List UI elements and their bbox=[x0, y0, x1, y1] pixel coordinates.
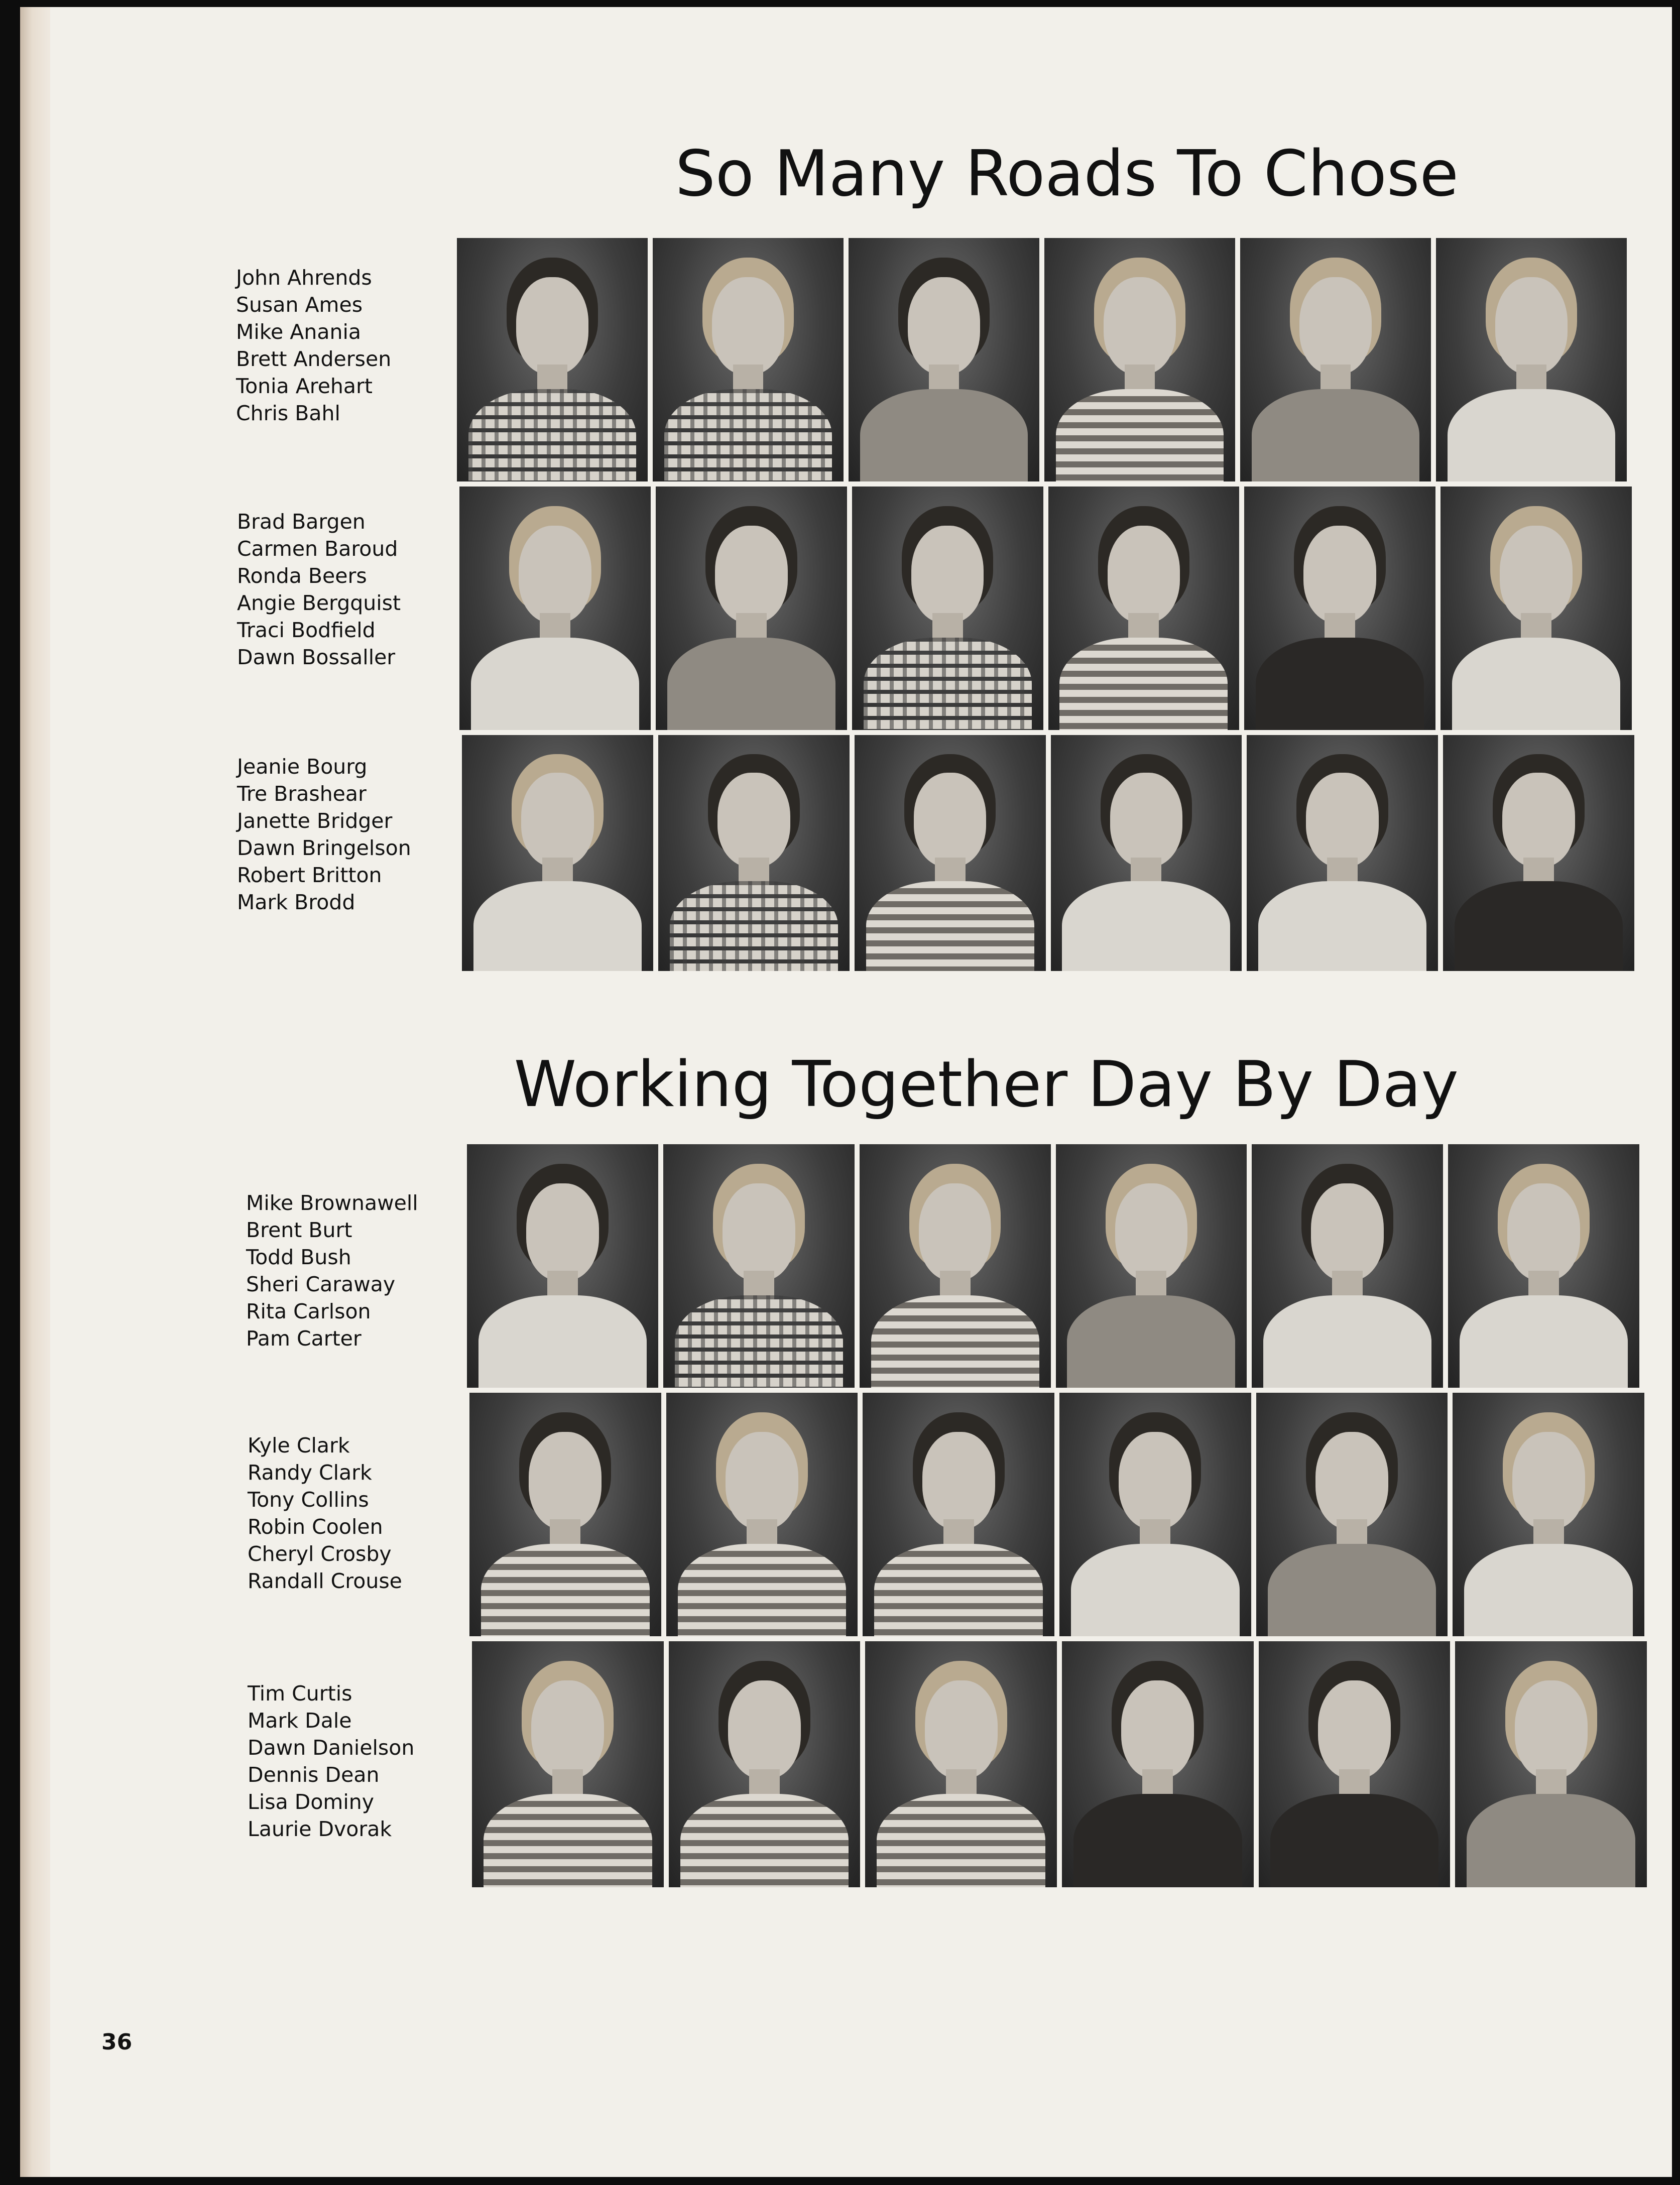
name-list bbox=[248, 1432, 402, 1595]
student-portrait bbox=[1436, 238, 1627, 481]
student-name: Carmen Baroud bbox=[237, 537, 398, 561]
student-portrait bbox=[663, 1144, 855, 1388]
portrait-row bbox=[462, 735, 1634, 971]
student-portrait bbox=[1448, 1144, 1639, 1388]
student-portrait bbox=[457, 238, 648, 481]
student-portrait bbox=[852, 487, 1043, 730]
student-portrait bbox=[1240, 238, 1431, 481]
student-name: Mike Anania bbox=[236, 320, 361, 344]
student-portrait bbox=[1441, 487, 1632, 730]
student-portrait bbox=[666, 1393, 858, 1636]
student-name: Angie Bergquist bbox=[237, 591, 401, 615]
student-portrait bbox=[656, 487, 847, 730]
portrait-row bbox=[472, 1641, 1647, 1887]
student-name: Robert Britton bbox=[237, 863, 382, 887]
student-portrait bbox=[1051, 735, 1242, 971]
student-portrait bbox=[849, 238, 1039, 481]
student-name: Brent Burt bbox=[246, 1218, 352, 1242]
student-name: Dawn Bringelson bbox=[237, 836, 411, 860]
student-portrait bbox=[1044, 238, 1235, 481]
student-name: Randall Crouse bbox=[248, 1569, 402, 1593]
student-portrait bbox=[469, 1393, 661, 1636]
student-portrait bbox=[1443, 735, 1634, 971]
name-list bbox=[248, 1680, 414, 1843]
portrait-row bbox=[469, 1393, 1644, 1636]
student-name: Dennis Dean bbox=[248, 1763, 380, 1787]
page-spine bbox=[20, 7, 50, 2177]
student-name: Tonia Arehart bbox=[236, 374, 373, 398]
yearbook-page bbox=[20, 7, 1672, 2177]
student-name: Tim Curtis bbox=[248, 1681, 352, 1706]
name-list bbox=[236, 264, 391, 427]
student-name: Lisa Dominy bbox=[248, 1790, 374, 1814]
student-name: Rita Carlson bbox=[246, 1299, 371, 1323]
student-name: Tony Collins bbox=[248, 1488, 369, 1512]
student-name: Mike Brownawell bbox=[246, 1191, 418, 1215]
name-list bbox=[237, 508, 401, 671]
student-name: Dawn Bossaller bbox=[237, 645, 396, 669]
student-name: Mark Dale bbox=[248, 1709, 352, 1733]
student-name: Pam Carter bbox=[246, 1326, 362, 1351]
page-number: 36 bbox=[101, 2029, 133, 2055]
student-name: Cheryl Crosby bbox=[248, 1542, 392, 1566]
student-name: Susan Ames bbox=[236, 293, 363, 317]
student-portrait bbox=[865, 1641, 1057, 1887]
student-name: John Ahrends bbox=[236, 266, 372, 290]
student-portrait bbox=[855, 735, 1046, 971]
student-portrait bbox=[1247, 735, 1438, 971]
student-portrait bbox=[462, 735, 653, 971]
name-list bbox=[246, 1189, 418, 1352]
student-portrait bbox=[658, 735, 850, 971]
student-name: Todd Bush bbox=[246, 1245, 351, 1269]
student-portrait bbox=[1048, 487, 1240, 730]
student-portrait bbox=[860, 1144, 1051, 1388]
portrait-row bbox=[459, 487, 1632, 730]
student-name: Dawn Danielson bbox=[248, 1736, 415, 1760]
student-name: Kyle Clark bbox=[248, 1433, 350, 1458]
student-portrait bbox=[669, 1641, 861, 1887]
student-portrait bbox=[863, 1393, 1054, 1636]
student-portrait bbox=[1256, 1393, 1448, 1636]
name-list bbox=[237, 753, 411, 916]
student-portrait bbox=[1259, 1641, 1451, 1887]
student-portrait bbox=[459, 487, 651, 730]
student-name: Randy Clark bbox=[248, 1461, 372, 1485]
student-name: Chris Bahl bbox=[236, 401, 340, 425]
student-name: Brad Bargen bbox=[237, 510, 366, 534]
student-portrait bbox=[1455, 1641, 1647, 1887]
student-name: Traci Bodfield bbox=[237, 618, 376, 642]
student-portrait bbox=[1252, 1144, 1443, 1388]
student-name: Brett Andersen bbox=[236, 347, 392, 371]
student-portrait bbox=[472, 1641, 664, 1887]
student-name: Janette Bridger bbox=[237, 809, 393, 833]
section-heading-2: Working Together Day By Day bbox=[514, 1047, 1459, 1121]
student-portrait bbox=[467, 1144, 658, 1388]
student-portrait bbox=[1244, 487, 1435, 730]
student-portrait bbox=[653, 238, 844, 481]
section-heading-1: So Many Roads To Chose bbox=[675, 137, 1459, 210]
portrait-row bbox=[457, 238, 1627, 481]
student-name: Robin Coolen bbox=[248, 1515, 383, 1539]
student-name: Jeanie Bourg bbox=[237, 755, 368, 779]
student-name: Mark Brodd bbox=[237, 890, 355, 914]
portrait-row bbox=[467, 1144, 1639, 1388]
student-portrait bbox=[1062, 1641, 1254, 1887]
student-name: Laurie Dvorak bbox=[248, 1817, 392, 1841]
student-name: Ronda Beers bbox=[237, 564, 367, 588]
student-name: Sheri Caraway bbox=[246, 1272, 396, 1296]
student-portrait bbox=[1056, 1144, 1247, 1388]
student-portrait bbox=[1059, 1393, 1251, 1636]
student-name: Tre Brashear bbox=[237, 782, 367, 806]
student-portrait bbox=[1453, 1393, 1644, 1636]
